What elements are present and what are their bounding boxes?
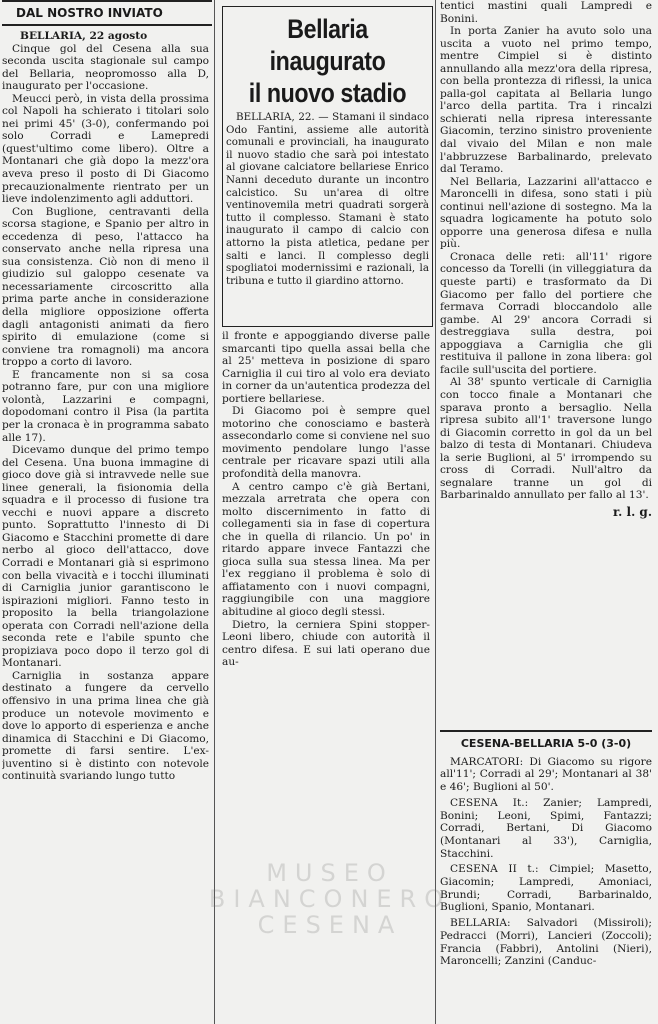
article-paragraph: Con Buglione, centravanti della scorsa stagione, e Spanio per altro in eccedenza di peso, l'attacco ha conservato anche nella ripresa una sua consistenza. Ciò non di meno il giudizio sul galoppo cesenate va necessariamente circoscritto alla prima parte anche in considerazione della migliore opposizione offerta dagli antagonisti animati da fiero spirito di emulazione (come si conviene tra romagnoli) ma ancora troppo a corto di lavoro. bbox=[2, 205, 209, 369]
article-paragraph: Dicevamo dunque del primo tempo del Cesena. Una buona immagine di gioco dove già si intravvede nelle sue linee generali, la fisionomia della squadra e il processo di fusione tra vecchi e nuovi appare a discreto punto. Soprattutto l'innesto di Di Giacomo e Stacchini promette di dare nerbo al gioco dell'attacco, dove Corradi e Montanari già si esprimono con bella vivacità e i tocchi illuminati di Carniglia junior garantiscono le ispirazioni migliori. Fanno testo in proposito la bella triangolazione operata con Corradi nell'azione della seconda rete e l'abile spunto che propiziava poco dopo il terzo gol di Montanari. bbox=[2, 444, 209, 670]
article-paragraph: A centro campo c'è già Bertani, mezzala arretrata che opera con molto discernimento in fatto di collegamenti sia in fase di copertura che in quella di rilancio. Un po' in ritardo appare invece Fantazzi che gioca sulla sua stessa linea. Ma per l'ex reggiano il problema è solo di affiatamento con i nuovi compagni, raggiungibile con una maggiore abitudine al gioco degli stessi. bbox=[222, 480, 430, 619]
headline-line-1: Bellaria inaugurato bbox=[269, 14, 386, 76]
lineup-cesena-second-half: CESENA II t.: Cimpiel; Masetto, Giacomin; Lampredi, Amoniaci, Brundi; Corradi, Barbarinaldo, Buglioni, Spanio, Montanari. bbox=[440, 863, 652, 914]
lineup-cesena-first-half: CESENA It.: Zanier; Lampredi, Bonini; Leoni, Spimi, Fantazzi; Corradi, Bertani, Di Giacomo (Montanari al 33'), Carniglia, Stacchini. bbox=[440, 796, 652, 860]
article-paragraph: Carniglia in sostanza appare destinato a fungere da cervello offensivo in una prima linea che già produce un notevole movimento e dove lo apporto di esperienza e anche dinamica di Stacchini e Di Giacomo, promette di farsi sentire. L'ex-juventino si è distinto con notevole continuità svariando lungo tutto bbox=[2, 669, 209, 783]
match-result-title: CESENA-BELLARIA 5-0 (3-0) bbox=[460, 737, 632, 750]
article-paragraph: In porta Zanier ha avuto solo una uscita a vuoto nel primo tempo, mentre Cimpiel si è distinto annullando alla mezz'ora della ripresa, con bella prontezza di riflessi, la unica palla-gol capitata al Bellaria lungo l'arco della partita. Tra i rincalzi schierati nella ripresa interessante Giacomin, terzino sinistro proveniente dal vivaio del Milan e non male l'abbruzzese Barbalinardo, prelevato dal Teramo. bbox=[440, 25, 652, 176]
article-paragraph: Meucci però, in vista della prossima col Napoli ha schierato i titolari solo nei primi 45' (3-0), confermando poi solo Corradi e Lamepredi (quest'ultimo come libero). Oltre a Montanari che già dopo la mezz'ora aveva preso il posto di Di Giacomo precauzionalmente rientrato per un lieve indolenzimento agli adduttori. bbox=[2, 92, 209, 206]
article-paragraph: Cinque gol del Cesena alla sua seconda uscita stagionale sul campo del Bellaria, neopromosso alla D, inaugurato per l'occasione. bbox=[2, 42, 209, 93]
watermark-line: MUSEO bbox=[266, 859, 394, 887]
article-paragraph: Di Giacomo poi è sempre quel motorino che conosciamo e basterà assecondarlo come si conviene nel suo movimento pendolare lungo l'asse centrale per ricavare spazi utili alla profondità della manovra. bbox=[222, 405, 430, 481]
article-paragraph: E francamente non si sa cosa potranno fare, pur con una migliore volontà, Lazzarini e compagni, dopodomani contro il Pisa (la partita per la cronaca è in programma sabato alle 17). bbox=[2, 368, 209, 444]
article-paragraph: Dietro, la cerniera Spini stopper-Leoni libero, chiude con autorità il centro difesa. E sui lati operano due au- bbox=[222, 618, 430, 669]
article-paragraph: il fronte e appoggiando diverse palle smarcanti tipo quella assai bella che al 25' metteva in posizione di sparo Carniglia il cui tiro al volo era deviato in corner da un'autentica prodezza del portiere bellariese. bbox=[222, 330, 430, 405]
article-column-1 bbox=[2, 30, 209, 1024]
dateline: BELLARIA, 22 agosto bbox=[20, 30, 148, 42]
watermark-line: CESENA bbox=[257, 911, 403, 939]
watermark-line: BIANCONERO bbox=[208, 885, 452, 913]
article-column-3 bbox=[440, 0, 652, 712]
article-paragraph: tentici mastini quali Lampredi e Bonini. bbox=[440, 0, 652, 25]
author-signature: r. l. g. bbox=[612, 504, 652, 519]
kicker-label: DAL NOSTRO INVIATO bbox=[2, 0, 212, 26]
article-paragraph: Nel Bellaria, Lazzarini all'attacco e Maroncelli in difesa, sono stati i più continui nell'azione di sostegno. Ma la squadra logicamente ha potuto solo opporre una generosa difesa e nulla più. bbox=[440, 175, 652, 251]
article-column-2 bbox=[222, 330, 430, 790]
stadium-news-box bbox=[222, 6, 433, 327]
museum-watermark bbox=[180, 860, 480, 938]
article-paragraph: Cronaca delle reti: all'11' rigore concesso da Torelli (in villeggiatura da queste parti) e trasformato da Di Giacomo per fallo del portiere che fermava Corradi bloccandolo alle gambe. Al 29' ancora Corradi si destreggiava sulla destra, poi appoggiava a Carniglia che gli restituiva il pallone in zona libera: gol facile sull'uscita del portiere. bbox=[440, 250, 652, 376]
lineup-bellaria: BELLARIA: Salvadori (Missiroli); Pedracci (Morri), Lancieri (Zoccoli); Francia (Fabbri), Antolini (Nieri), Maroncelli; Zanzini (Canduc- bbox=[440, 917, 652, 968]
headline-line-2: il nuovo stadio bbox=[248, 78, 407, 108]
box-headline bbox=[238, 13, 418, 109]
scorers: MARCATORI: Di Giacomo su rigore all'11'; Corradi al 29'; Montanari al 38' e 46'; Buglioni al 50'. bbox=[440, 755, 652, 794]
article-paragraph: Al 38' spunto verticale di Carniglia con tocco finale a Montanari che sparava pronto a bersaglio. Nella ripresa subito all'1' traversone lungo di Giacomin corretto in gol da un bel balzo di testa di Montanari. Chiudeva la serie Buglioni, al 5' irrompendo su cross di Corradi. Null'altro da segnalare tranne un gol di Barbarinaldo annullato per fallo al 13'. bbox=[440, 376, 652, 502]
box-text: BELLARIA, 22. — Stamani il sindaco Odo Fantini, assieme alle autorità comunali e provinciali, ha inaugurato il nuovo stadio che sarà poi intestato al giovane calciatore bellariese Enrico Nanni deceduto durante un incontro calcistico. Su un'area di oltre ventinovemila metri quadrati sorgerà tutto il complesso. Stamani è stato inaugurato il campo di calcio con attorno la pista atletica, pedane per salti e lanci. Il complesso degli spogliatoi modernissimi e razionali, la tribuna e tutto il giardino attorno. bbox=[226, 111, 429, 287]
